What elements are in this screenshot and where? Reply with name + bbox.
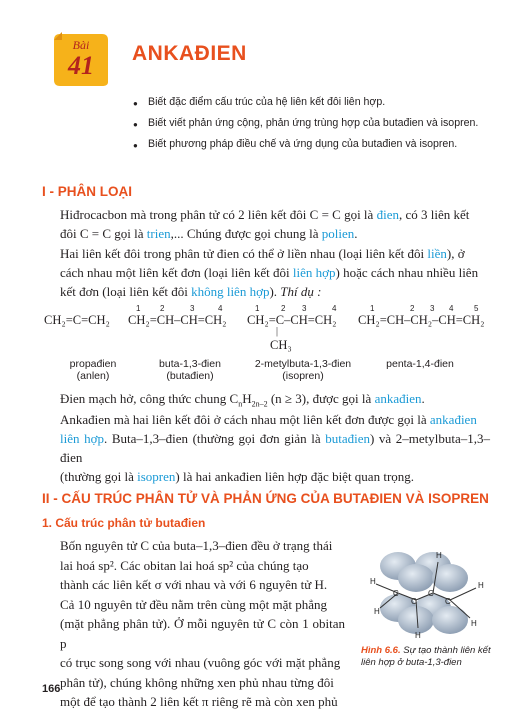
paragraph-1: Hiđrocacbon mà trong phân tử có 2 liên kết đôi C = C gọi là đien, có 3 liên kết đôi C = C gọi là trien,... Chúng được gọi chung là polien. [60, 207, 470, 241]
bullet-icon: ● [133, 141, 138, 150]
objective-2: Biết viết phản ứng cộng, phản ứng trùng hợp của butađien và isopren. [148, 117, 479, 129]
carbon-label: C [393, 589, 399, 598]
subsection-heading: 1. Cấu trúc phân tử butađien [42, 516, 206, 530]
figure-caption: Hình 6.6. Sự tạo thành liên kết liên hợp ở buta-1,3-đien [361, 645, 491, 668]
formula-propadiene: CH₂=C=CH₂ [44, 313, 110, 327]
hydrogen-label: H [370, 577, 376, 586]
formula-isoprene: CH₂=C–CH=CH₂ [247, 313, 337, 327]
objective-1: Biết đặc điểm cấu trúc của hệ liên kết đôi liên hợp. [148, 96, 386, 108]
compound-name: propađien (anlen) [69, 358, 117, 382]
paragraph-3: Đien mạch hở, công thức chung $C_nH_{2n-2}$ (n ≥ 3), được gọi là ankađien. [60, 391, 425, 409]
carbon-label: C [411, 597, 417, 606]
carbon-label: C [445, 597, 451, 606]
lesson-title: ANKAĐIEN [132, 42, 247, 65]
hydrogen-label: H [436, 551, 442, 560]
paragraph-2: Hai liên kết đôi trong phân tử đien có thể ở liền nhau (loại liên kết đôi liền), ở cách nhau một liên kết đơn (loại liên kết đôi liên hợp) hoặc cách nhau nhiều liên kết đơn (loại liên kết đôi không liên hợp). Thí dụ : [60, 246, 479, 299]
formula-butadiene: CH₂=CH–CH=CH₂ [128, 313, 227, 327]
hydrogen-label: H [478, 581, 484, 590]
objective-3: Biết phương pháp điều chế và ứng dụng của butađien và isopren. [148, 138, 458, 150]
paragraph-structure: Bốn nguyên tử C của buta–1,3–đien đều ở trạng thái lai hoá sp². Các obitan lai hoá sp² của chúng tạo thành các liên kết σ với nhau và với 6 nguyên tử H. Cả 10 nguyên tử đều nằm trên cùng một mặt phẳng (mặt phẳng phân tử). Ở mỗi nguyên tử C còn 1 obitan p có trục song song với nhau (vuông góc với mặt phẳng phân tử), chúng không những xen phủ nhau từng đôi một để tạo thành 2 liên kết π riêng rẽ mà còn xen phủ [60, 538, 345, 709]
compound-name: 2-metylbuta-1,3-đien (isopren) [254, 358, 352, 382]
compound-name: buta-1,3-đien (butađien) [159, 358, 221, 382]
lesson-number: 41 [68, 51, 94, 80]
section-heading-2: II - CẤU TRÚC PHÂN TỬ VÀ PHẢN ỨNG CỦA BUTAĐIEN VÀ ISOPREN [42, 491, 489, 506]
page-number: 166 [42, 683, 61, 695]
hydrogen-label: H [415, 631, 421, 640]
formula-pentadiene: CH₂=CH–CH₂–CH=CH₂ [358, 313, 485, 327]
paragraph-4: Ankađien mà hai liên kết đôi ở cách nhau một liên kết đơn được gọi là ankađien liên hợp. Buta–1,3–đien (thường gọi đơn giản là butađien) và 2–metylbuta–1,3–đien (thường gọi là isopren) là hai ankađien liên hợp đặc biệt quan trọng. [60, 412, 490, 484]
bullet-icon: ● [133, 120, 138, 129]
hydrogen-label: H [374, 607, 380, 616]
bullet-icon: ● [133, 99, 138, 108]
hydrogen-label: H [471, 619, 477, 628]
compound-name: penta-1,4-đien [386, 358, 454, 370]
lesson-label: Bài [72, 38, 90, 52]
carbon-label: C [428, 589, 434, 598]
formula-isoprene-methyl: CH₃ [270, 338, 292, 352]
butadiene-orbital-figure [358, 548, 498, 640]
section-heading-1: I - PHÂN LOẠI [42, 184, 132, 199]
